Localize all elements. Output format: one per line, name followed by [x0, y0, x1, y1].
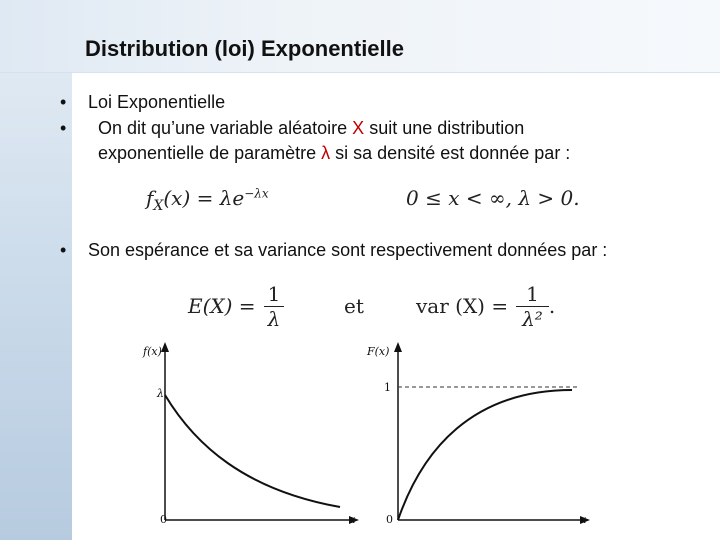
expectation-lhs: E(X) =: [188, 294, 256, 318]
expectation-numerator: 1: [267, 281, 281, 306]
cdf-ylabel: F(x): [367, 345, 390, 358]
pdf-y0-label: λ: [157, 387, 164, 400]
bullet2-part-3: suit une distribution: [364, 118, 525, 138]
pdf-origin-label: 0: [160, 513, 167, 526]
bullet-marker-3: •: [60, 240, 67, 260]
density-arg: (x) = λe: [163, 186, 245, 210]
expectation-formula: [188, 278, 284, 334]
bullet2-part-1: On dit qu’une variable aléatoire: [98, 118, 353, 138]
variance-numerator: 1: [526, 281, 539, 306]
bullet-text-3: Son espérance et sa variance sont respectivement données par :: [88, 240, 608, 260]
cdf-asymptote-label: 1: [384, 381, 391, 394]
bullet-text-2-line2: [98, 143, 570, 164]
slide-title: Distribution (loi) Exponentielle: [85, 36, 404, 61]
bullet2-line2-part-3: si sa densité est donnée par :: [330, 143, 571, 163]
variance-formula: [416, 278, 555, 334]
pdf-xlabel: x: [349, 513, 356, 526]
connector-et: et: [344, 294, 364, 318]
variance-fraction: [516, 282, 549, 331]
bullet-text-2: [98, 118, 524, 139]
density-formula: [146, 186, 269, 214]
variance-denominator: λ²: [516, 306, 549, 331]
cdf-origin-label: 0: [386, 513, 393, 526]
domain-formula: 0 ≤ x < ∞, λ > 0.: [406, 186, 580, 210]
variance-end: .: [548, 294, 556, 318]
expectation-denominator: λ: [264, 306, 285, 331]
bullet2-line2-part-1: exponentielle de paramètre: [98, 143, 322, 163]
pdf-y-arrow: [161, 342, 169, 352]
pdf-graph: [135, 340, 365, 535]
cdf-xlabel: x: [580, 513, 587, 526]
cdf-y-arrow: [394, 342, 402, 352]
expectation-fraction: [264, 282, 285, 331]
pdf-ylabel: f(x): [143, 345, 162, 358]
parameter-lambda: λ: [321, 143, 331, 163]
cdf-curve: [398, 390, 572, 520]
density-exponent: −λx: [244, 186, 269, 201]
left-decor-band: [0, 0, 72, 540]
bullet-marker-1: •: [60, 92, 67, 112]
bullet-marker-2: •: [60, 118, 67, 138]
variable-x: X: [352, 118, 365, 138]
density-subscript: X: [153, 198, 164, 214]
density-lhs: f: [146, 186, 154, 210]
cdf-graph: [362, 340, 597, 535]
bullet-text-1: Loi Exponentielle: [88, 92, 226, 112]
variance-lhs: var (X) =: [416, 294, 509, 318]
pdf-curve: [165, 395, 340, 507]
